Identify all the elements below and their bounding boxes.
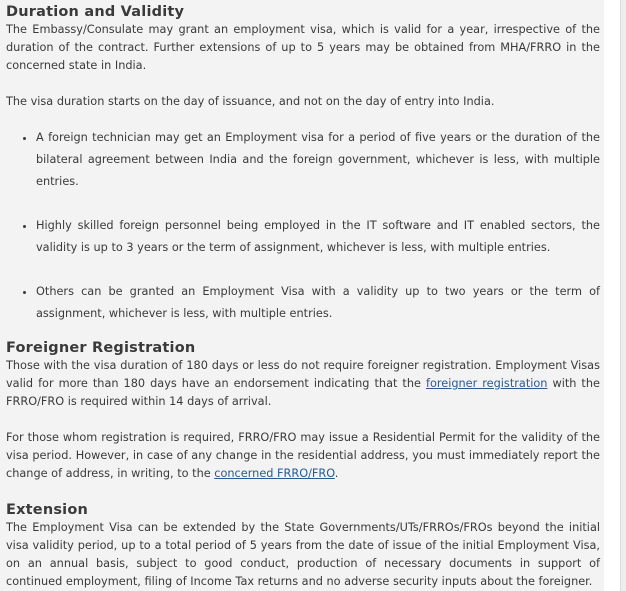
foreigner-registration-link[interactable]: foreigner registration [425,377,548,390]
registration-paragraph-1: Those with the visa duration of 180 days or less do not require foreigner registration. Employment Visas valid for more than 180 days have an endorsement indicating that the foreigner registration with the FRRO/FRO is required within 14 days of arrival. [6,359,600,408]
list-item: • Others can be granted an Employment Visa with a validity up to two years or the term of assignment, whichever is less, with multiple entries. [36,281,600,325]
scrollbar-track[interactable] [620,0,626,591]
section-heading-registration: Foreigner Registration [6,340,196,356]
list-item: • Highly skilled foreign personnel being employed in the IT software and IT enabled sectors, the validity is up to 3 years or the term of assignment, whichever is less, with multiple entries. [36,215,600,259]
registration-paragraph-2: For those whom registration is required, FRRO/FRO may issue a Residential Permit for the validity of the visa period. However, in case of any change in the residential address, you must immediately report the change of address, in writing, to the concerned FRRO/FRO. [6,431,600,480]
list-item: • A foreign technician may get an Employment visa for a period of five years or the duration of the bilateral agreement between India and the foreign government, whichever is less, with multiple entries. [36,127,600,193]
duration-paragraph-1: The Embassy/Consulate may grant an employment visa, which is valid for a year, irrespective of the duration of the contract. Further extensions of up to 5 years may be obtained from MHA/FRRO in the concerned state in India. [6,23,600,72]
duration-bullet-list [6,127,600,325]
extension-paragraph-1: The Employment Visa can be extended by the State Governments/UTs/FRROs/FROs beyond the initial visa validity period, up to a total period of 5 years from the date of issue of the initial Employment Visa, on an annual basis, subject to good conduct, production of necessary documents in support of continued employment, filing of Income Tax returns and no adverse security inputs about the foreigner. [6,521,600,588]
section-heading-extension: Extension [6,502,89,518]
section-heading-duration: Duration and Validity [6,4,185,20]
concerned-frro-link[interactable]: concerned FRRO/FRO [214,467,335,480]
duration-paragraph-2: The visa duration starts on the day of issuance, and not on the day of entry into India. [6,95,495,108]
